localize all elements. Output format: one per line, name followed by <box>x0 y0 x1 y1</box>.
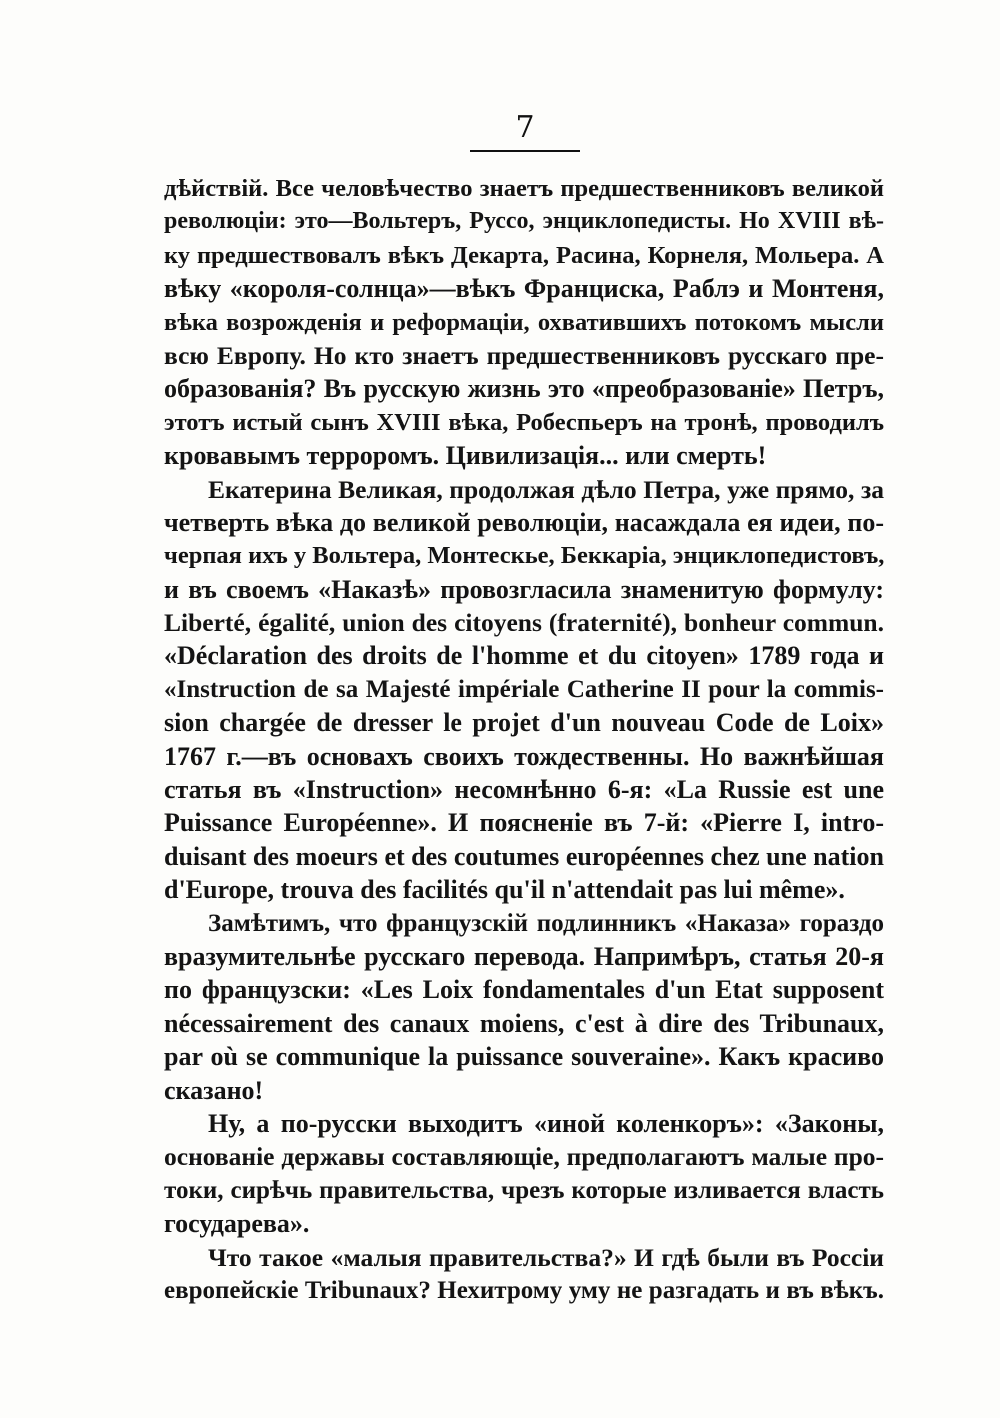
page-number-rule <box>470 150 580 152</box>
text-line: кровавымъ терроромъ. Цивилизація... или смерть! <box>164 441 767 471</box>
text-line: duisant des moeurs et des coutumes européennes chez une nation <box>164 841 884 871</box>
body-text <box>164 172 884 1307</box>
text-line: этотъ истый сынъ XVIII вѣка, Робеспьеръ на тронѣ, проводилъ <box>164 408 884 436</box>
text-line: европейскіе Tribunaux? Нехитрому уму не разгадать и въ вѣкъ. <box>164 1276 884 1304</box>
text-line: Замѣтимъ, что французскій подлинникъ «Наказа» гораздо <box>208 909 884 937</box>
text-line: государева». <box>164 1209 310 1239</box>
text-line: вѣку «короля-солнца»—вѣкъ Франциска, Раблэ и Монтеня, <box>164 274 884 304</box>
text-line: nécessairement des canaux moiens, c'est à dire des Tribunaux, <box>164 1008 884 1038</box>
text-line: «Déclaration des droits de l'homme et du citoyen» 1789 года и <box>164 641 884 671</box>
text-line: 1767 г.—въ основахъ своихъ тождественны. Но важнѣйшая <box>164 741 884 771</box>
text-line: Liberté, égalité, union des citoyens (fraternité), bonheur commun. <box>164 608 884 638</box>
text-line: Ну, а по-русски выходитъ «иной коленкоръ»: «Законы, <box>208 1108 884 1138</box>
text-line: черпая ихъ у Вольтера, Монтескье, Беккаріа, энциклопедистовъ, <box>164 542 885 570</box>
text-line: ку предшествовалъ вѣкъ Декарта, Расина, Корнеля, Мольера. А <box>164 241 884 269</box>
text-line: четверть вѣка до великой революціи, насаждала ея идеи, по- <box>164 507 884 537</box>
text-line: Puissance Européenne». И поясненіе въ 7-й: «Pierre I, intro- <box>164 808 884 838</box>
text-line: вѣка возрожденія и реформаціи, охватившихъ потокомъ мысли <box>164 308 884 336</box>
text-line: вразумительнѣе русскаго перевода. Напримѣръ, статья 20-я <box>164 941 884 971</box>
page-number: 7 <box>515 110 535 145</box>
text-line: par où se communique la puissance souveraine». Какъ красиво <box>164 1042 884 1072</box>
text-line: дѣйствій. Все человѣчество знаетъ предшественниковъ великой <box>164 175 884 202</box>
text-line: «Instruction de sa Majesté impériale Catherine II pour la commis- <box>164 675 884 703</box>
text-line: Екатерина Великая, продолжая дѣло Петра, уже прямо, за <box>208 474 884 504</box>
text-line: Что такое «малыя правительства?» И гдѣ были въ Россіи <box>208 1242 884 1272</box>
text-line: и въ своемъ «Наказѣ» провозгласила знаменитую формулу: <box>164 574 884 604</box>
text-line: сказано! <box>164 1075 264 1105</box>
text-line: статья въ «Instruction» несомнѣнно 6-я: «La Russie est une <box>164 775 884 805</box>
text-line: d'Europe, trouva des facilités qu'il n'attendait pas lui même». <box>164 875 845 905</box>
text-line: основаніе державы составляющіе, предполагаютъ малые про- <box>164 1142 884 1172</box>
text-line: по французски: «Les Loix fondamentales d'un Etat supposent <box>164 975 884 1005</box>
text-line: образованія? Въ русскую жизнь это «преобразованіе» Петръ, <box>164 374 884 404</box>
text-line: всю Европу. Но кто знаетъ предшественниковъ русскаго пре- <box>164 340 884 370</box>
text-line: революціи: это—Вольтеръ, Руссо, энциклопедисты. Но XVIII вѣ- <box>164 208 884 235</box>
text-line: токи, сирѣчь правительства, чрезъ которые изливается власть <box>164 1176 884 1204</box>
text-line: sion chargée de dresser le projet d'un nouveau Code de Loix» <box>164 708 884 738</box>
